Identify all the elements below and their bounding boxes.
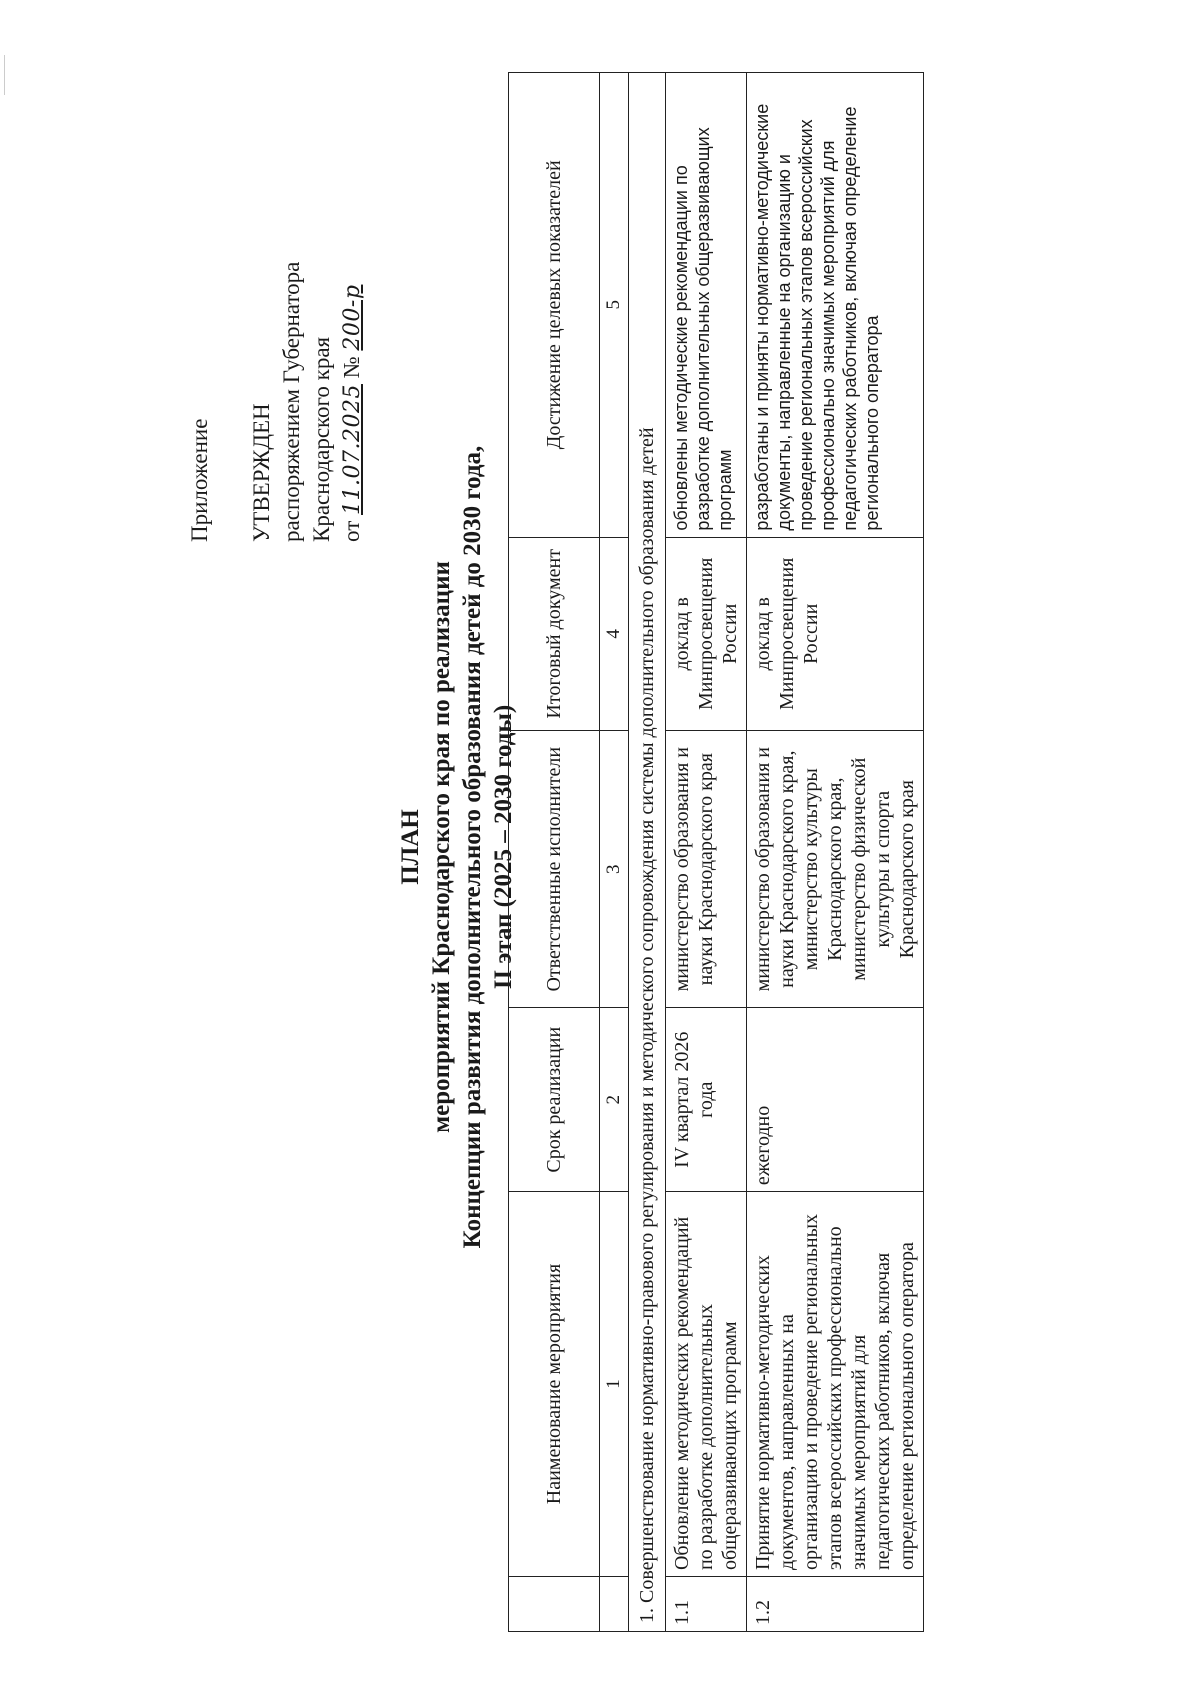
approved-label: УТВЕРЖДЕН — [249, 403, 274, 542]
header-cell-name: Наименование мероприятия — [509, 1192, 600, 1577]
row-number: 1.1 — [666, 1577, 747, 1632]
row-term: IV квартал 2026 года — [666, 1008, 747, 1192]
header-cell-num — [509, 1577, 600, 1632]
header-cell-result: Достижение целевых показателей — [509, 73, 600, 538]
plan-table — [508, 72, 924, 1632]
row-name: Принятие нормативно-методических документов, направленных на организацию и проведение региональных этапов всероссийских профессионально значимых мероприятий для педагогических работников, включая определение регионального оператора — [747, 1192, 924, 1577]
column-number: 5 — [600, 73, 629, 538]
appendix-label: Приложение — [187, 418, 212, 542]
section-title: 1. Совершенствование нормативно-правового регулирования и методического сопровождения системы дополнительного образования детей — [629, 73, 666, 1632]
row-executors: министерство образования и науки Краснодарского края — [666, 731, 747, 1008]
column-number: 3 — [600, 731, 629, 1008]
date-prefix: от — [339, 520, 364, 542]
row-document: доклад в Минпросвещения России — [666, 537, 747, 730]
approval-order-line: распоряжением Губернатора — [279, 261, 304, 542]
row-name: Обновление методических рекомендаций по разработке дополнительных общеразвивающих программ — [666, 1192, 747, 1577]
column-number: 2 — [600, 1008, 629, 1192]
heading-line-3: Концепции развития дополнительного образования детей до 2030 года, — [459, 445, 486, 1249]
document-heading — [395, 317, 519, 1377]
heading-line-2: мероприятий Краснодарского края по реализации — [428, 561, 455, 1133]
header-cell-document: Итоговый документ — [509, 537, 600, 730]
approval-region-line: Краснодарского края — [309, 336, 334, 542]
row-executors: министерство образования и науки Краснодарского края, министерство культуры Краснодарского края, министерство физической культуры и спорта Краснодарского края — [747, 731, 924, 1008]
column-number: 4 — [600, 537, 629, 730]
row-term: ежегодно — [747, 1008, 924, 1192]
header-cell-executors: Ответственные исполнители — [509, 731, 600, 1008]
heading-title: ПЛАН — [397, 809, 424, 885]
number-label: № — [339, 356, 364, 379]
header-cell-term: Срок реализации — [509, 1008, 600, 1192]
row-result: обновлены методические рекомендации по разработке дополнительных общеразвивающих программ — [666, 73, 747, 538]
handwritten-date: 11.07.2025 — [340, 384, 365, 515]
column-number: 1 — [600, 1192, 629, 1577]
table-row — [666, 73, 747, 1632]
row-document: доклад в Минпросвещения России — [747, 537, 924, 730]
table-header-row — [509, 73, 600, 1632]
row-number: 1.2 — [747, 1577, 924, 1632]
column-number-row — [600, 73, 629, 1632]
section-row — [629, 73, 666, 1632]
heading-line-4: II этап (2025 – 2030 годы) — [490, 704, 517, 990]
table-row — [747, 73, 924, 1632]
handwritten-number: 200-р — [340, 284, 365, 351]
row-result: разработаны и приняты нормативно-методические документы, направленные на организацию и проведение региональных этапов всероссийских профессионально значимых мероприятий для педагогических работников, включая определение регионального оператора — [747, 73, 924, 538]
approval-date-line — [337, 285, 368, 542]
column-number — [600, 1577, 629, 1632]
